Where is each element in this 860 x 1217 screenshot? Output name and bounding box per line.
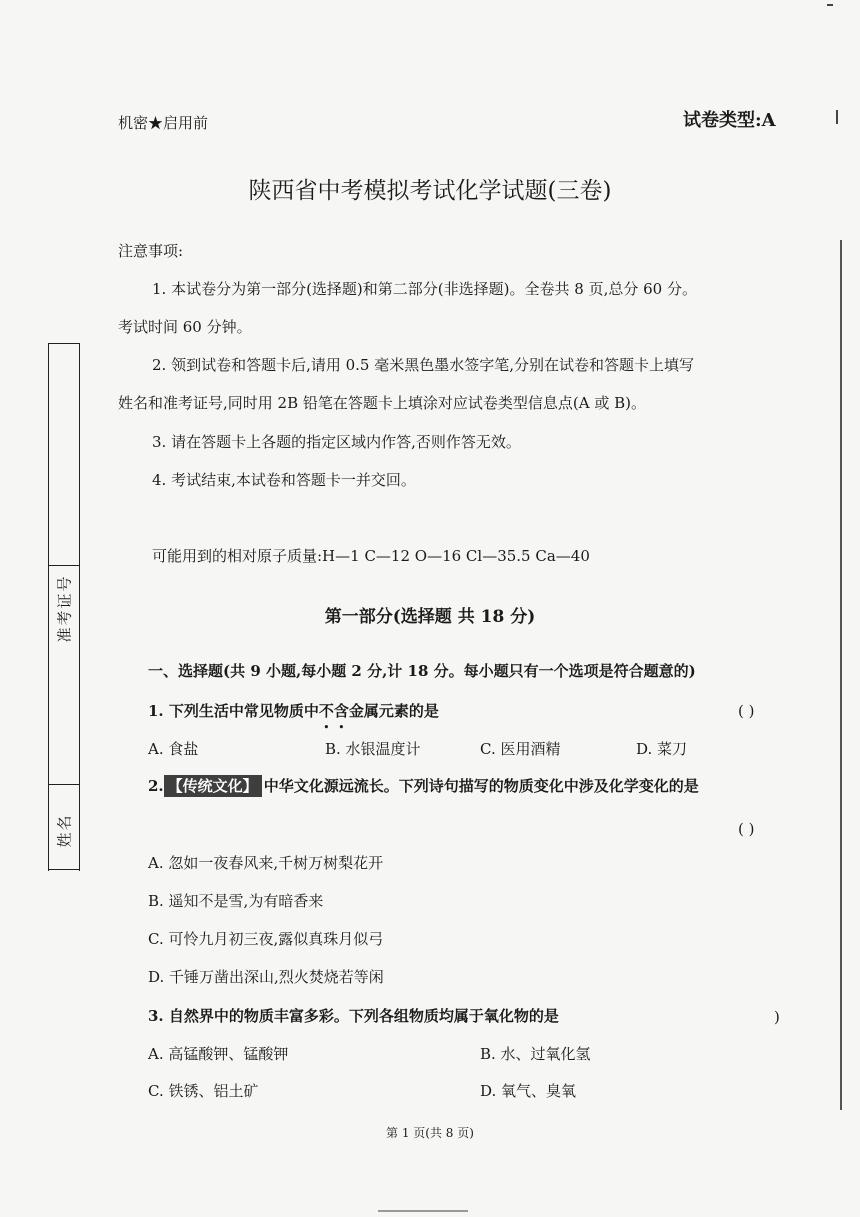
q3-option-d: D. 氧气、臭氧 [480, 1082, 577, 1100]
part1-heading: 第一部分(选择题 共 18 分) [324, 607, 536, 627]
q3-stem: 3. 自然界中的物质丰富多彩。下列各组物质均属于氧化物的是 [148, 1007, 559, 1025]
q2-option-a: A. 忽如一夜春风来,千树万树梨花开 [148, 854, 384, 872]
scan-bottom-mark [378, 1210, 468, 1212]
notice-item-3: 3. 请在答题卡上各题的指定区域内作答,否则作答无效。 [152, 433, 521, 451]
part1-instructions: 一、选择题(共 9 小题,每小题 2 分,计 18 分。每小题只有一个选项是符合题意的) [148, 662, 696, 680]
q1-option-d: D. 菜刀 [636, 740, 688, 758]
q3-option-c: C. 铁锈、铝土矿 [148, 1082, 259, 1100]
q3-option-a: A. 高锰酸钾、锰酸钾 [148, 1045, 289, 1063]
notice-heading: 注意事项: [118, 242, 184, 260]
q2-answer-bracket: ( ) [738, 820, 755, 838]
q3-answer-bracket: ) [774, 1008, 780, 1026]
notice-item-2-cont: 姓名和准考证号,同时用 2B 铅笔在答题卡上填涂对应试卷类型信息点(A 或 B)。 [118, 394, 646, 412]
traditional-culture-tag: 【传统文化】 [164, 775, 262, 797]
atomic-masses: 可能用到的相对原子质量:H—1 C—12 O—16 Cl—35.5 Ca—40 [152, 547, 590, 565]
paper-type-label: 试卷类型:A [683, 110, 776, 131]
notice-item-4: 4. 考试结束,本试卷和答题卡一并交回。 [152, 471, 416, 489]
notice-item-1: 1. 本试卷分为第一部分(选择题)和第二部分(非选择题)。全卷共 8 页,总分 60 分。 [152, 280, 697, 298]
notice-item-1-cont: 考试时间 60 分钟。 [118, 318, 252, 336]
q2-stem: 2. 【传统文化】 中华文化源远流长。下列诗句描写的物质变化中涉及化学变化的是 [148, 777, 699, 795]
q1-answer-bracket: ( ) [738, 702, 755, 720]
notice-item-2: 2. 领到试卷和答题卡后,请用 0.5 毫米黑色墨水签字笔,分别在试卷和答题卡上填写 [152, 356, 695, 374]
q2-option-c: C. 可怜九月初三夜,露似真珠月似弓 [148, 930, 384, 948]
q1-option-c: C. 医用酒精 [480, 740, 561, 758]
q1-option-a: A. 食盐 [148, 740, 199, 758]
name-label: 姓名 [55, 813, 74, 848]
q2-option-b: B. 遥知不是雪,为有暗香来 [148, 892, 324, 910]
q3-option-b: B. 水、过氧化氢 [480, 1045, 591, 1063]
q1-option-b: B. 水银温度计 [325, 740, 421, 758]
q1-stem: 1. 下列生活中常见物质中不含金属元素的是 [148, 702, 439, 720]
page-title: 陕西省中考模拟考试化学试题(三卷) [248, 178, 612, 204]
scan-edge-line [840, 240, 842, 1110]
scan-edge-mark [836, 110, 838, 124]
q2-option-d: D. 千锤万凿出深山,烈火焚烧若等闲 [148, 968, 384, 986]
scan-corner-mark [827, 4, 833, 6]
confidential-label: 机密★启用前 [118, 114, 209, 132]
page-number: 第 1 页(共 8 页) [386, 1126, 474, 1140]
exam-id-label: 准考证号 [55, 574, 74, 643]
